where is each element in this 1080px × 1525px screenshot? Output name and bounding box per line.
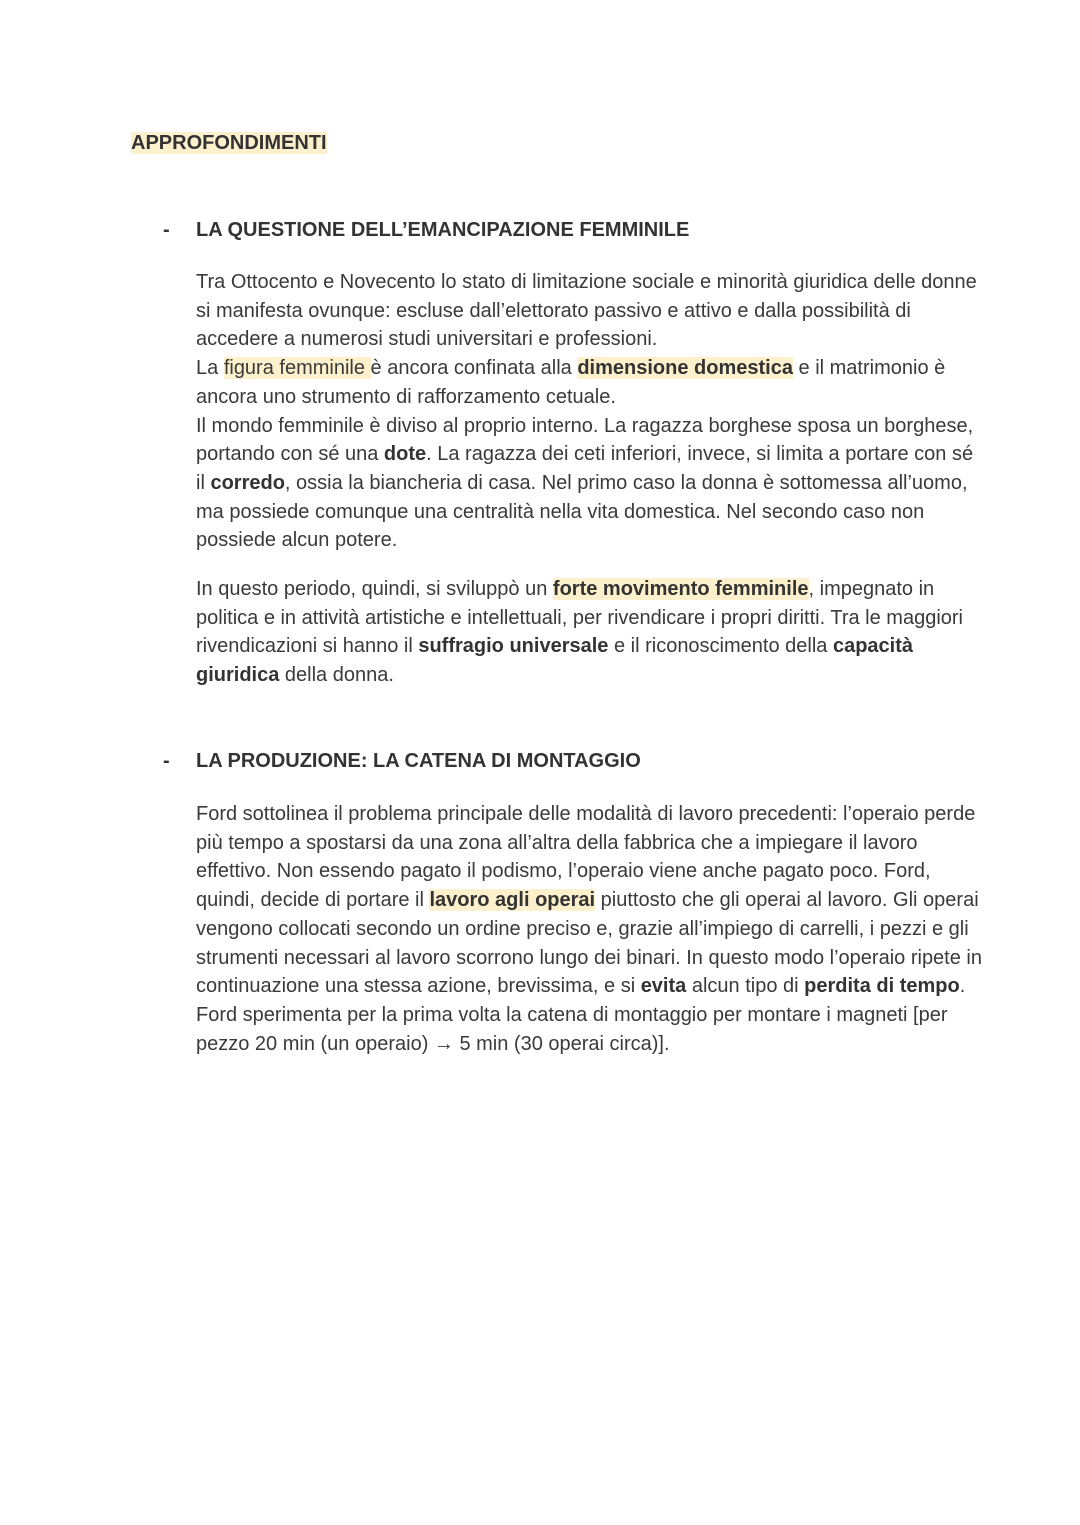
text-run: . Ford sperimenta per la prima volta la catena di montaggio per montare i magneti [per pezzo 20 min (un operaio) → 5 min (30 operai circa)].: [196, 975, 966, 1055]
bold-corredo: corredo: [210, 471, 285, 494]
highlight-lavoro-agli-operai: lavoro agli operai: [429, 889, 596, 912]
text-run: La: [196, 357, 224, 380]
highlight-forte-movimento-femminile: forte movimento femminile: [552, 578, 809, 600]
section-heading-produzione: [163, 747, 963, 775]
bullet-dash: -: [163, 219, 170, 241]
text-run: e il riconoscimento della: [608, 635, 833, 658]
text-run: Il mondo femminile è diviso al proprio interno. La ragazza borghese sposa un borghese, portando con sé una: [196, 414, 974, 466]
paragraph-produzione-1: [196, 800, 986, 1058]
bullet-dash: -: [163, 750, 170, 772]
text-run: Ford sottolinea il problema principale delle modalità di lavoro precedenti: l’operaio perde più tempo a spostarsi da una zona all’altra della fabbrica che a impiegare il lavoro effettivo. Non essendo pagato il podismo, l’operaio viene anche pagato poco. Ford, quindi, decide di portare il: [196, 803, 976, 912]
bold-suffragio-universale: suffragio universale: [418, 635, 609, 658]
text-run: , impegnato in politica e in attività artistiche e intellettuali, per rivendicare i propri diritti. Tra le maggiori rivendicazioni si hanno il: [196, 578, 964, 658]
paragraph-emancipazione-1: [196, 268, 986, 555]
bold-dote: dote: [383, 443, 427, 466]
bold-capacita-giuridica: capacità giuridica: [196, 635, 914, 687]
section-heading-text: LA QUESTIONE DELL’EMANCIPAZIONE FEMMINILE: [196, 219, 690, 241]
text-run: è ancora confinata alla: [370, 357, 578, 380]
highlight-figura-femminile: figura femminile: [223, 357, 371, 380]
document-title: [131, 129, 327, 157]
text-run: , ossia la biancheria di casa. Nel primo caso la donna è sottomessa all’uomo, ma possiede comunque una centralità nella vita domestica. Nel secondo caso non possiede alcun potere.: [196, 471, 968, 552]
text-run: In questo periodo, quindi, si sviluppò un: [196, 578, 553, 600]
highlight-dimensione-domestica: dimensione domestica: [577, 357, 793, 380]
text-run: piuttosto che gli operai al lavoro. Gli operai vengono collocati secondo un ordine preciso e, grazie all’impiego di carrelli, i pezzi e gli strumenti necessari al lavoro scorrono lungo dei binari. In questo modo l’operaio ripete in continuazione una stessa azione, brevissima, e si: [196, 889, 982, 998]
document-title-text: APPROFONDIMENTI: [131, 132, 327, 154]
section-heading-emancipazione: [163, 216, 963, 244]
text-run: . La ragazza dei ceti inferiori, invece, si limita a portare con sé il: [196, 443, 974, 494]
text-run: Tra Ottocento e Novecento lo stato di limitazione sociale e minorità giuridica delle donne si manifesta ovunque: escluse dall’elettorato passivo e attivo e dalla possibilità di accedere a numerosi studi universitari e professioni.: [196, 271, 977, 351]
text-run: e il matrimonio è ancora uno strumento di rafforzamento cetuale.: [196, 357, 946, 408]
section-heading-text: LA PRODUZIONE: LA CATENA DI MONTAGGIO: [196, 750, 641, 772]
paragraph-emancipazione-2: [196, 575, 986, 690]
text-run: della donna.: [279, 664, 394, 687]
bold-perdita-di-tempo: perdita di tempo: [804, 975, 960, 998]
text-run: alcun tipo di: [686, 975, 805, 998]
bold-evita: evita: [640, 975, 687, 998]
